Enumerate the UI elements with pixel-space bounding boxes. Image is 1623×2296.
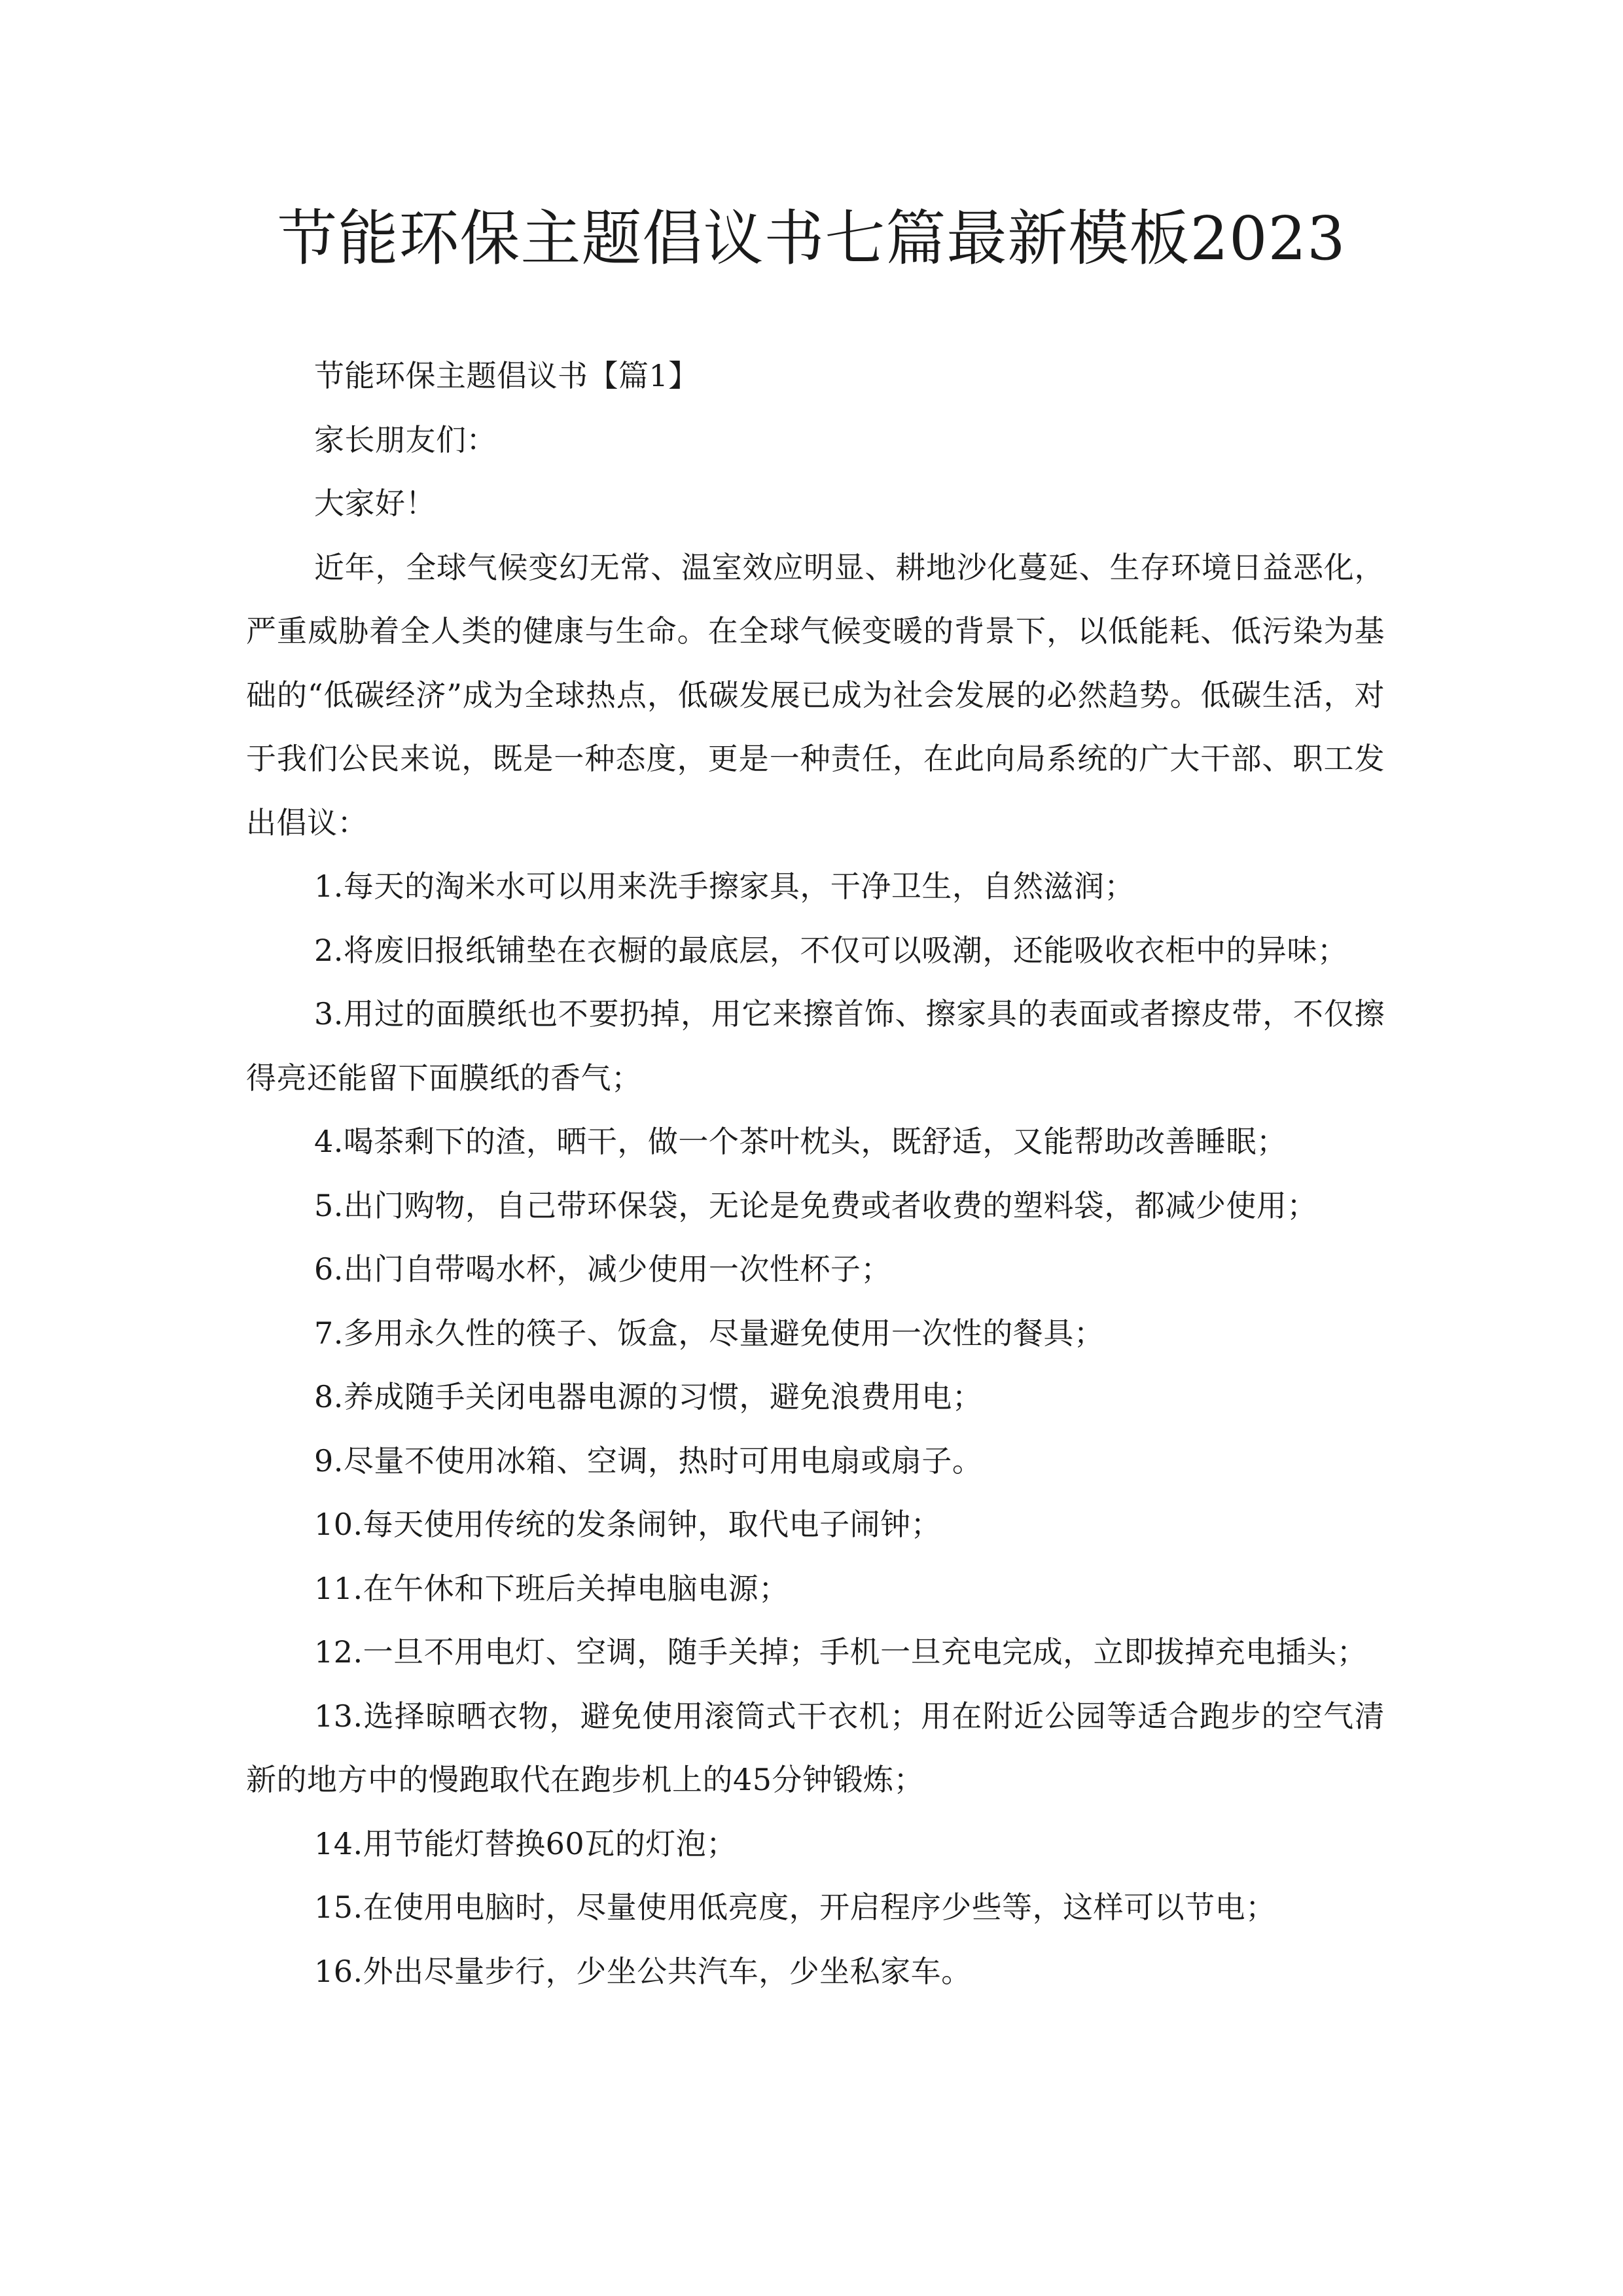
list-item: 13.选择晾晒衣物，避免使用滚筒式干衣机；用在附近公园等适合跑步的空气清新的地方中的慢跑取代在跑步机上的45分钟锻炼； [246, 1698, 1385, 1797]
list-item: 7.多用永久性的筷子、饭盒，尽量避免使用一次性的餐具； [314, 1315, 1105, 1351]
list-item: 3.用过的面膜纸也不要扔掉，用它来擦首饰、擦家具的表面或者擦皮带，不仅擦得亮还能留下面膜纸的香气； [246, 996, 1385, 1096]
list-item: 12.一旦不用电灯、空调，随手关掉；手机一旦充电完成，立即拔掉充电插头； [314, 1634, 1368, 1670]
list-item: 1.每天的淘米水可以用来洗手擦家具，干净卫生，自然滋润； [314, 869, 1135, 904]
list-item: 4.喝茶剩下的渣，晒干，做一个茶叶枕头，既舒适，又能帮助改善睡眠； [314, 1124, 1287, 1159]
document-body [246, 344, 1385, 2003]
intro-paragraph: 近年，全球气候变幻无常、温室效应明显、耕地沙化蔓延、生存环境日益恶化，严重威胁着全人类的健康与生命。在全球气候变暖的背景下，以低能耗、低污染为基础的“低碳经济”成为全球热点，低碳发展已成为社会发展的必然趋势。低碳生活，对于我们公民来说，既是一种态度，更是一种责任，在此向局系统的广大干部、职工发出倡议： [246, 549, 1385, 840]
list-item: 14.用节能灯替换60瓦的灯泡； [314, 1825, 737, 1861]
list-item: 8.养成随手关闭电器电源的习惯，避免浪费用电； [314, 1379, 983, 1414]
list-item: 9.尽量不使用冰箱、空调，热时可用电扇或扇子。 [314, 1443, 983, 1479]
list-item: 16.外出尽量步行，少坐公共汽车，少坐私家车。 [314, 1953, 972, 1989]
list-item: 5.出门购物，自己带环保袋，无论是免费或者收费的塑料袋，都减少使用； [314, 1187, 1317, 1223]
salutation: 家长朋友们： [314, 422, 497, 457]
list-item: 15.在使用电脑时，尽量使用低亮度，开启程序少些等，这样可以节电； [314, 1890, 1276, 1925]
greeting: 大家好！ [314, 486, 436, 521]
document-title: 节能环保主题倡议书七篇最新模板2023 [277, 204, 1346, 274]
list-item: 10.每天使用传统的发条闹钟，取代电子闹钟； [314, 1507, 942, 1542]
list-item: 6.出门自带喝水杯，减少使用一次性杯子； [314, 1251, 891, 1287]
list-item: 2.将废旧报纸铺垫在衣橱的最底层，不仅可以吸潮，还能吸收衣柜中的异味； [314, 932, 1348, 968]
section-heading: 节能环保主题倡议书【篇1】 [314, 358, 699, 393]
list-item: 11.在午休和下班后关掉电脑电源； [314, 1570, 789, 1606]
